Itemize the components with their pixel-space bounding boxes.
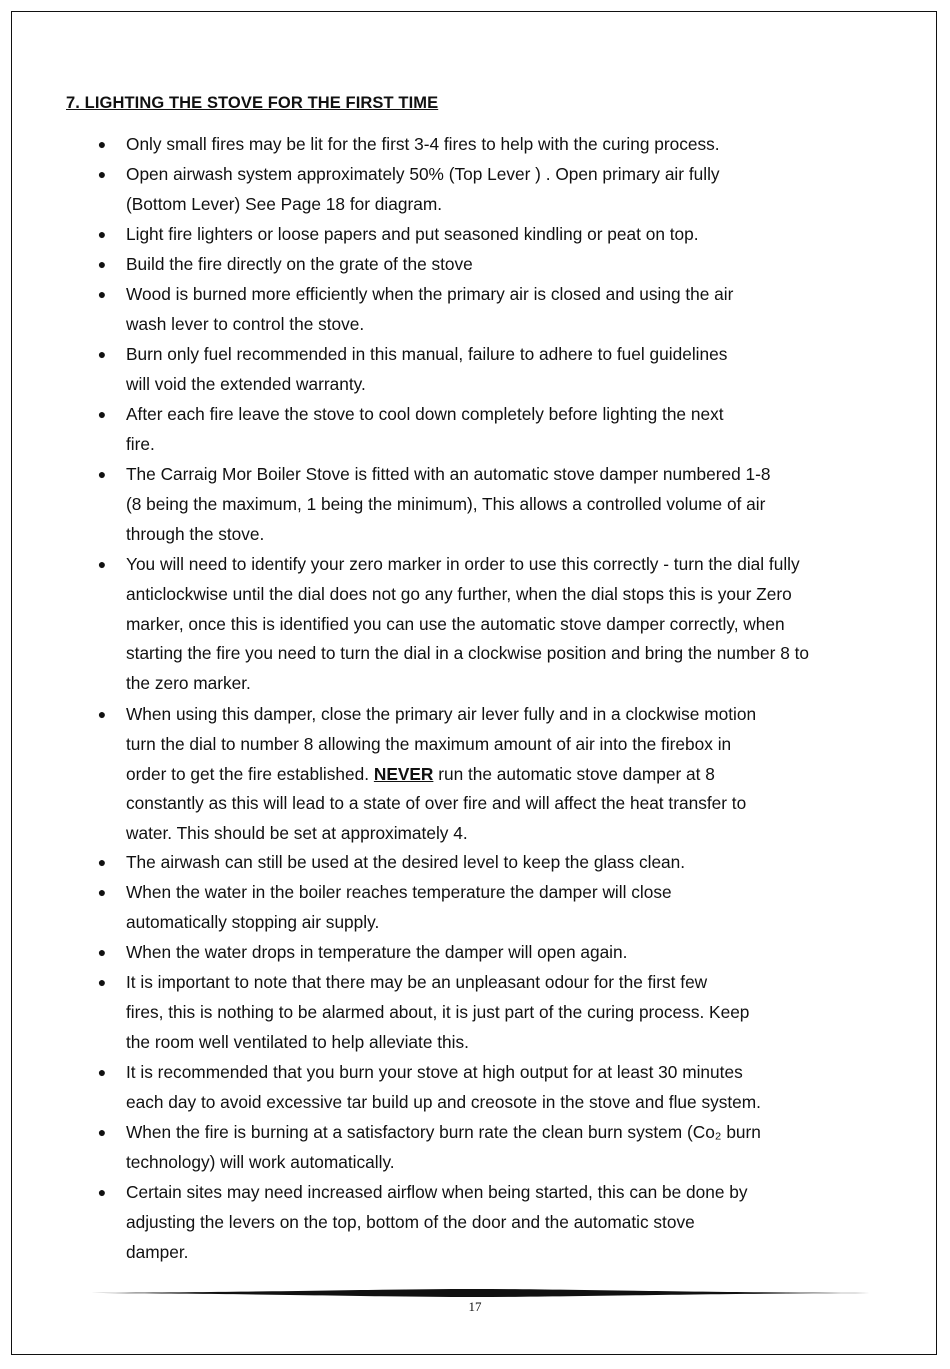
list-item-line: When the fire is burning at a satisfactory burn rate the clean burn system (Co₂ burn bbox=[126, 1122, 761, 1142]
bullet-icon: ● bbox=[97, 136, 107, 152]
list-item-line: Light fire lighters or loose papers and put seasoned kindling or peat on top. bbox=[126, 224, 699, 244]
list-item-line: anticlockwise until the dial does not go any further, when the dial stops this is your Zero bbox=[126, 583, 792, 604]
bullet-icon: ● bbox=[97, 286, 107, 302]
list-item-line bbox=[126, 760, 715, 790]
list-item-line: starting the fire you need to turn the dial in a clockwise position and bring the number 8 to bbox=[126, 643, 810, 664]
list-item-line: automatically stopping air supply. bbox=[126, 911, 380, 932]
list-item-line: each day to avoid excessive tar build up and creosote in the stove and flue system. bbox=[126, 1091, 761, 1112]
bullet-icon: ● bbox=[97, 226, 107, 242]
list-item-line: turn the dial to number 8 allowing the maximum amount of air into the firebox in bbox=[126, 733, 732, 754]
list-item-line: marker, once this is identified you can use the automatic stove damper correctly, when bbox=[126, 613, 785, 634]
list-item-line: After each fire leave the stove to cool down completely before lighting the next bbox=[126, 404, 724, 424]
list-item-line: (Bottom Lever) See Page 18 for diagram. bbox=[126, 193, 443, 214]
bullet-icon: ● bbox=[97, 466, 107, 482]
list-item-line: When the water in the boiler reaches temperature the damper will close bbox=[126, 882, 672, 902]
list-item-line: fire. bbox=[126, 433, 155, 454]
page-number: 17 bbox=[468, 1299, 482, 1314]
bullet-icon: ● bbox=[97, 884, 107, 900]
bullet-icon: ● bbox=[97, 1064, 107, 1080]
line-text: order to get the fire established. bbox=[126, 763, 374, 784]
list-item-line: It is recommended that you burn your stove at high output for at least 30 minutes bbox=[126, 1062, 743, 1082]
list-item-line: Certain sites may need increased airflow when being started, this can be done by bbox=[126, 1182, 748, 1202]
section-heading: 7. LIGHTING THE STOVE FOR THE FIRST TIME bbox=[66, 94, 439, 112]
never-emphasis: NEVER bbox=[373, 763, 434, 784]
bullet-icon: ● bbox=[97, 1184, 107, 1200]
list-item-line: Burn only fuel recommended in this manual, failure to adhere to fuel guidelines bbox=[126, 344, 728, 364]
list-item-line: Wood is burned more efficiently when the primary air is closed and using the air bbox=[126, 284, 734, 304]
list-item-line: The airwash can still be used at the desired level to keep the glass clean. bbox=[126, 852, 686, 872]
footer-rule bbox=[78, 1287, 870, 1299]
list-item-line: The Carraig Mor Boiler Stove is fitted with an automatic stove damper numbered 1-8 bbox=[126, 464, 771, 484]
list-item-line: the zero marker. bbox=[126, 673, 251, 694]
list-item-line: It is important to note that there may be an unpleasant odour for the first few bbox=[126, 972, 708, 992]
list-item-line: water. This should be set at approximately 4. bbox=[126, 823, 468, 844]
list-item-line: (8 being the maximum, 1 being the minimum), This allows a controlled volume of air bbox=[126, 493, 766, 514]
bullet-icon: ● bbox=[97, 256, 107, 272]
bullet-icon: ● bbox=[97, 406, 107, 422]
list-item-line: adjusting the levers on the top, bottom of the door and the automatic stove bbox=[126, 1211, 695, 1232]
bullet-icon: ● bbox=[97, 944, 107, 960]
list-item-line: Only small fires may be lit for the first 3-4 fires to help with the curing process. bbox=[126, 134, 720, 154]
list-item-line: will void the extended warranty. bbox=[126, 373, 366, 394]
list-item-line: Build the fire directly on the grate of the stove bbox=[126, 254, 473, 274]
list-item-line: wash lever to control the stove. bbox=[126, 313, 365, 334]
list-item-line: the room well ventilated to help alleviate this. bbox=[126, 1031, 469, 1052]
bullet-icon: ● bbox=[97, 1124, 107, 1140]
bullet-icon: ● bbox=[97, 346, 107, 362]
list-item-line: You will need to identify your zero marker in order to use this correctly - turn the dial fully bbox=[126, 554, 800, 574]
list-item-line: through the stove. bbox=[126, 523, 265, 544]
bullet-icon: ● bbox=[97, 854, 107, 870]
list-item-line: When using this damper, close the primary air lever fully and in a clockwise motion bbox=[126, 704, 757, 724]
bullet-icon: ● bbox=[97, 556, 107, 572]
bullet-icon: ● bbox=[97, 166, 107, 182]
list-item-line: When the water drops in temperature the damper will open again. bbox=[126, 942, 628, 962]
list-item-line: technology) will work automatically. bbox=[126, 1151, 395, 1172]
list-item-line: constantly as this will lead to a state of over fire and will affect the heat transfer to bbox=[126, 793, 747, 814]
list-item-line: Open airwash system approximately 50% (Top Lever ) . Open primary air fully bbox=[126, 164, 720, 184]
line-text: run the automatic stove damper at 8 bbox=[433, 763, 715, 784]
bullet-icon: ● bbox=[97, 974, 107, 990]
list-item-line: fires, this is nothing to be alarmed about, it is just part of the curing process. Keep bbox=[126, 1001, 750, 1022]
bullet-icon: ● bbox=[97, 706, 107, 722]
list-item-line: damper. bbox=[126, 1241, 189, 1262]
